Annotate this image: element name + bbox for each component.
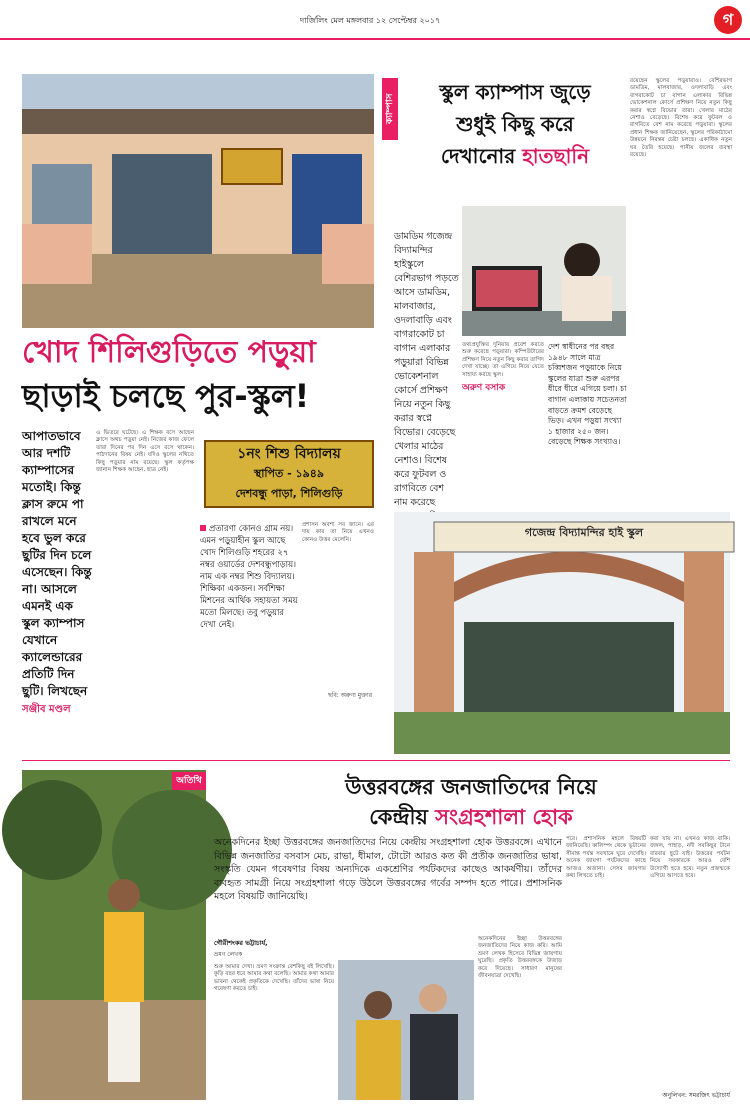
school-building-photo [22,74,374,328]
story2-middle-column: তথ্যপ্রযুক্তির দুনিয়ায় প্রবেশ করতে শুরু করেছে পড়ুয়ারা। কম্পিউটারের প্রশিক্ষণ নিয়ে নতুন কিছু করার তাগিদ দেখা যাচ্ছে। তা এগিয়ে নিয়ে যেতে সাহায্য করছে স্কুল। অরুণ বসাক [462,342,544,394]
story2-headline-accent: হাতছানি [522,144,590,168]
story3-signoff: অনুলিখন: সমরজিৎ ভট্টাচার্য [662,1092,730,1099]
story2-intro [394,230,460,530]
story3-column2: অনেকদিনের ইচ্ছা উত্তরবঙ্গের জনজাতিদের নিয়ে কাজ করি। আমি ভ্রমণ লেখক হিসেবে বিভিন্ন জায়গায় ঘুরেছি। প্রকৃতি উত্তরবঙ্গকে উজাড় করে দিয়েছে। সাধারণ মানুষের জীবনযাত্রা দেখেছি। [478,936,562,980]
sign-line1: ১নং শিশু বিদ্যালয় [237,446,341,462]
computer-lab-photo [462,206,626,336]
story3-column1: শুরু আমার দেখা। ভ্রমণ সংক্রান্ত বেশকিছু বই লিখেছি। কুড়ি বছর ধরে আমার কথা বলেছি। আমার কথা আমার ভাবনা থেকেই প্রকৃতিকে দেখেছি। তাঁদের ভাষা নিয়ে গবেষণা করতে চাই। [214,964,334,993]
story1-body-column1: এ ভিতরে ঘটেছে। এ শিক্ষক বসে আছেন ক্লাসে অথচ পড়ুয়া নেই। নিজের কাজ ফেলে তারা দিনের পর দিন এসে বসে থাকেন। পাঠদানের বিষয় নেই। যদিও স্কুলের নথিতে কিছু পড়ুয়ার নাম রয়েছে। স্কুল কর্তৃপক্ষ জানান শিক্ষক আছেন, ছাত্র নেই। [96,430,194,474]
story3-headline [212,772,730,834]
story3-intro [214,836,562,932]
author-with-wife-photo [338,960,474,1100]
story1-headline-line1: খোদ শিলিগুড়িতে পড়ুয়া [22,335,316,370]
guest-author-photo [22,770,206,1100]
story3-headline-line1: উত্তরবঙ্গের জনজাতিদের নিয়ে [345,775,597,799]
quote-marker [200,525,206,531]
story1-pull-quote [200,522,298,692]
story3-headline-line2: কেন্দ্রীয় সংগ্রহশালা হোক [369,805,573,829]
section-divider [22,760,730,761]
sign-line3: দেশবন্ধু পাড়া, শিলিগুড়ি [235,487,343,500]
story3-column3: পরে। প্রশাসনিক মহলে বিষয়টি জানিয়েছি। কালিম্পং থেকে ভূটানের সীমান্ত পর্যন্ত সবখানে ঘুরে দেখেছি। অনেক জায়গা পর্যটকদের কাছে আজও অজানা। সেসব জায়গার কথা লিখতে চাই। [566,836,646,880]
story1-body-column3: প্রশাসন অবশ্য সব জানে। এর দায় কার তা নিয়ে এখনও কোনও উত্তর মেলেনি। [302,522,374,543]
story2-byline: অরুণ বসাক [462,383,506,394]
gate-sign-text: গজেন্দ্র বিদ্যামন্দির হাই স্কুল [524,526,644,539]
story3-column4: করা যায় না। এখনও কাজ বাকি। জঙ্গল, পাহাড়, নদী সবকিছুর টানে বারবার ছুটে যাই। উত্তরের পর্যটন নিয়ে সরকারকে আরও বেশি উদ্যোগী হতে হবে। নতুন প্রজন্মকে এগিয়ে আসতে হবে। [650,836,730,880]
story1-headline [22,332,374,422]
school-gate-photo [394,512,730,754]
story2-headline-line1: স্কুল ক্যাম্পাস জুড়ে [439,80,591,104]
school-signboard-photo [204,440,374,508]
story3-intro-text: অনেকদিনের ইচ্ছা উত্তরবঙ্গের জনজাতিদের নিয়ে কেন্দ্রীয় সংগ্রহশালা হোক উত্তরবঙ্গে। এখানে বিভিন্ন জনজাতির বসবাস মেচ, রাভা, ধীমাল, টোটো আরও কত কী প্রতীক জনজাতির ভাষা, সংস্কৃতি যেমন গবেষণার বিষয় অন্যদিকে একশ্রেণির পর্যটকদের কাছেও আকর্ষণীয়। তাঁদের ব্যবহৃত সামগ্রী নিয়ে সংগ্রহশালা গড়ে উঠলে উত্তরবঙ্গের গর্বের সম্পদ হতে পারে। প্রশাসনিক মহলে বিষয়টি জানিয়েছি। [214,837,562,902]
dateline: দার্জিলিং মেল মঙ্গলবার ১২ সেপ্টেম্বর ২০১৭ [300,16,441,25]
author-name: গৌরীশংকর ভট্টাচার্য, [214,939,268,947]
story2-right-column: রয়েছেন স্কুলের পড়ুয়ারাও। বেশিরভাগ ডামডিম, মালবাজার, ওদলাবাড়ি এবং বাগরাকোট চা বাগান এলাকার বিভিন্ন ভোকেশনাল কোর্সে প্রশিক্ষণ নিয়ে নতুন কিছু করার স্বপ্নে বিভোর তারা। খেলার মাঠের নেশাও বেড়েছে। বিশেষ করে ফুটবল ও রাগবিতে বেশ নাম করেছে পড়ুয়ারা। স্কুলের প্রধান শিক্ষক জানিয়েছেন, স্কুলের পরিকাঠামো উন্নয়নে নিরন্তর চেষ্টা চলছে। একাধিক নতুন ঘর তৈরি হয়েছে। পানীয় জলের ব্যবস্থা রয়েছে। [630,78,732,159]
section-tag-guest: অতিথি [172,772,206,790]
story2-headline [404,76,626,204]
page-header [0,0,750,40]
page-letter-badge: গ [714,6,742,34]
story1-intro [22,428,92,715]
story2-headline-line3: দেখানোর হাতছানি [440,144,590,168]
sign-line2: স্থাপিত - ১৯৪৯ [253,467,325,480]
author-role: ভ্রমণ লেখক [214,951,243,958]
story3-author [214,938,364,958]
story1-headline-line2: ছাড়াই চলছে পুর-স্কুল! [22,377,310,415]
story1-pull-quote-text: প্রতারণা কোনও গ্রাম নয়। এমন পড়ুয়াহীন স্কুল আছে খোদ শিলিগুড়ি শহরের ২৭ নম্বর ওয়ার্ডের দেশবন্ধুপাড়ায়। নাম এক নম্বর শিশু বিদ্যালয়। শিক্ষিকা একজন। সর্বশিক্ষা মিশনের আর্থিক সহায়তা সময় মতো মিলছে। তবু পড়ুয়ার দেখা নেই। [200,523,298,629]
story2-middle-column-2: দেশ স্বাধীনের পর বছর ১৯৪৮ সালে মাত্র চব্বিশজন পড়ুয়াকে নিয়ে স্কুলের যাত্রা শুরু এরপর ধীরে ধীরে এগিয়ে চলা। চা বাগান এলাকায় সচেতনতা বাড়তে ক্রমশ বেড়েছে ভিড়। এখন পড়ুয়া সংখ্যা ১ হাজার ২৫০ জন। বেড়েছে শিক্ষক সংখ্যাও। [548,342,627,447]
story1-intro-text: আপাতভাবে আর দশটি ক্যাম্পাসের মতোই। কিন্তু ক্লাস রুমে পা রাখলে মনে হবে ভুল করে ছুটির দিন চলে এসেছেন। কিন্তু না। আসলে এমনই এক স্কুল ক্যাম্পাস যেখানে ক্যালেন্ডারের প্রতিটি দিন ছুটি। লিখছেন [22,429,92,698]
story2-intro-text: ডামডিম গজেন্দ্র বিদ্যামন্দির হাইস্কুলে বেশিরভাগ পড়তে আসে ডামডিম, মালবাজার, ওদলাবাড়ি এবং বাগরাকোট চা বাগান এলাকার পড়ুয়ারা বিভিন্ন ভোকেশনাল কোর্সে প্রশিক্ষণ নিয়ে নতুন কিছু করার স্বপ্নে বিভোর। বেড়েছে খেলার মাঠের নেশাও। বিশেষ করে ফুটবল ও রাগবিতে বেশ নাম করেছে [394,231,459,508]
section-tag-campus: ক্যাম্পাস [382,78,398,140]
story1-byline: সঞ্জীব মণ্ডল [22,704,71,715]
story3-headline-accent: সংগ্রহশালা হোক [435,805,573,829]
story1-photo-credit: ছবি: অরুণা মুক্তার [328,692,372,699]
story2-headline-line2: শুধুই কিছু করে [456,112,574,136]
